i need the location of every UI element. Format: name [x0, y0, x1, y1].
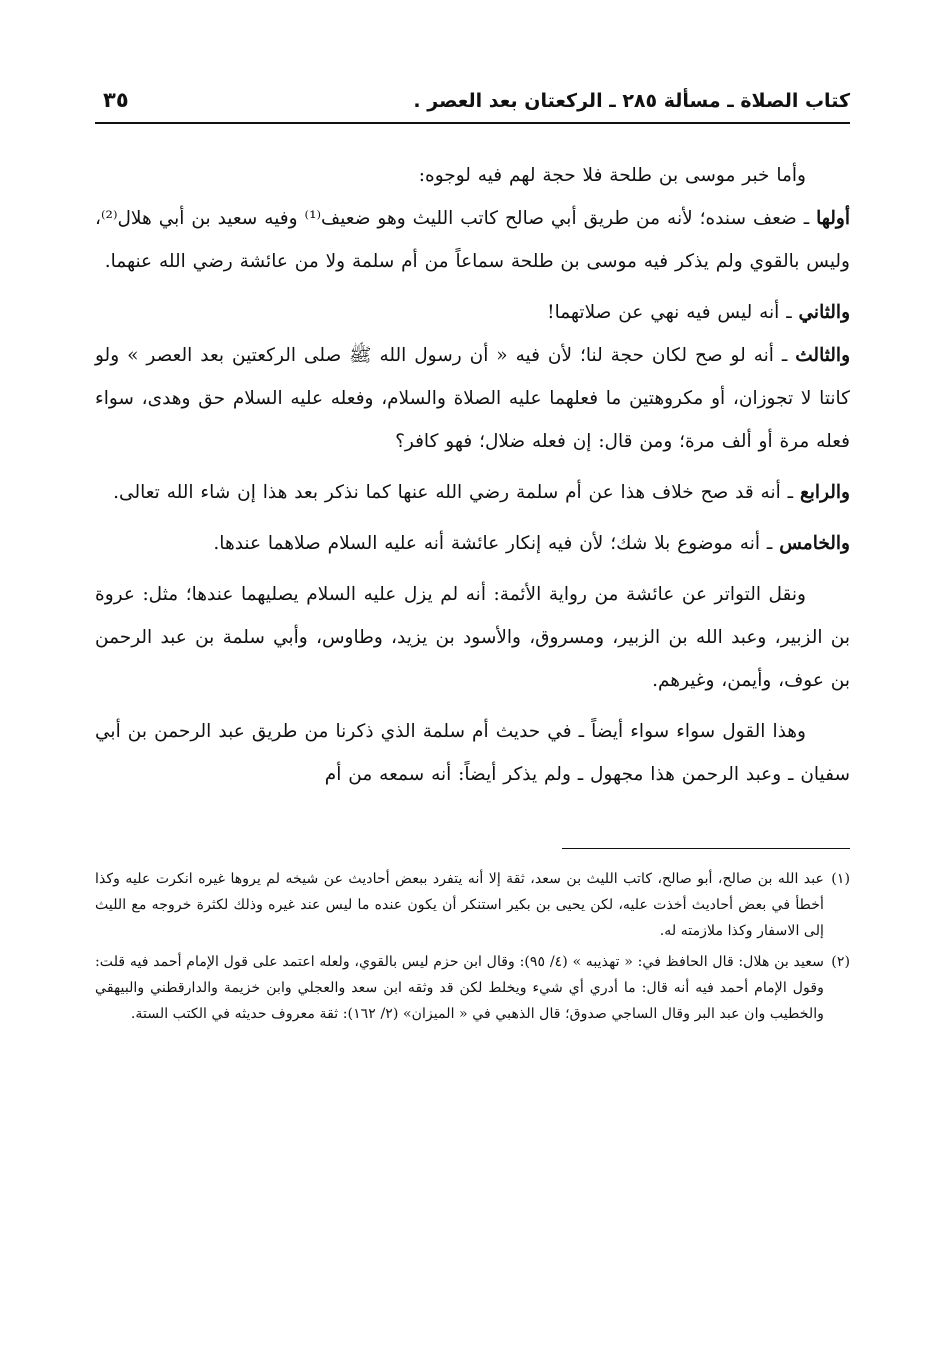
page-number: ٣٥: [103, 88, 129, 112]
paragraph-lead: أولها: [816, 208, 850, 229]
footnote-1: [95, 866, 850, 944]
paragraph-fifth-reason: والخامس ـ أنه موضوع بلا شك؛ لأن فيه إنكار عائشة أنه عليه السلام صلاهما عندها.: [213, 533, 850, 554]
paragraph-lead: والثاني: [798, 302, 850, 323]
footnote-number: (١): [831, 871, 850, 887]
paragraph-second-reason: والثاني ـ أنه ليس فيه نهي عن صلاتهما!: [547, 302, 850, 323]
paragraph-fourth-reason: والرابع ـ أنه قد صح خلاف هذا عن أم سلمة رضي الله عنها كما نذكر بعد هذا إن شاء الله تعالى.: [113, 482, 850, 503]
footnote-text: سعيد بن هلال: قال الحافظ في: « تهذيبه » (٤/ ٩٥): وقال ابن حزم ليس بالقوي، ولعله اعتمد على قول الإمام أحمد فيه قلت: وقول الإمام أحمد فيه أنه قال: ما أدري أي شيء ويخلط لكن قد وثقه ابن سعد والعجلي وابن خزيمة والدارقطني والبيهقي والخطيب وان عبد البر وقال الساجي صدوق؛ قال الذهبي في « الميزان» (٢/ ١٦٢): ثقة معروف حديثه في الكتب الستة.: [95, 954, 824, 1022]
footnote-text: عبد الله بن صالح، أبو صالح، كاتب الليث بن سعد، ثقة إلا أنه يتفرد ببعض أحاديث عن شيخه لم يروها غيره انكرت عليه وكذا أخطأ في بعض أحاديث أخذت عليه، لكن يحيى بن بكير استنكر أن يكون عنده ما ليس عند غيره وذلك لكثرة خروجه مع الليث إلى الاسفار وكذا ملازمته له.: [95, 871, 824, 939]
paragraph-lead: والثالث: [795, 345, 850, 366]
main-text: [95, 154, 850, 796]
paragraph-lead: والخامس: [779, 533, 850, 554]
footnote-separator: [562, 848, 850, 849]
header-title: كتاب الصلاة ـ مسألة ٢٨٥ ـ الركعتان بعد العصر .: [413, 90, 850, 112]
footnotes: [95, 866, 850, 1027]
paragraph-first-reason: أولها ـ ضعف سنده؛ لأنه من طريق أبي صالح كاتب الليث وهو ضعيف⁽¹⁾ وفيه سعيد بن أبي هلال⁽²⁾، وليس بالقوي ولم يذكر فيه موسى بن طلحة سماعاً من أم سلمة ولا من عائشة رضي الله عنهما.: [95, 208, 850, 272]
book-page: [95, 72, 850, 1032]
paragraph-lead: والرابع: [799, 482, 850, 503]
running-header: [95, 72, 850, 112]
paragraph-tawatur: ونقل التواتر عن عائشة من رواية الأئمة: أنه لم يزل عليه السلام يصليهما عندها؛ مثل: عروة بن الزبير، وعبد الله بن الزبير، ومسروق، والأسود بن يزيد، وطاوس، وأبي سلمة بن عبد الرحمن بن عوف، وأيمن، وغيرهم.: [95, 584, 850, 691]
paragraph-intro: وأما خبر موسى بن طلحة فلا حجة لهم فيه لوجوه:: [418, 165, 806, 186]
footnote-2: [95, 949, 850, 1027]
footnote-number: (٢): [831, 954, 850, 970]
paragraph-third-reason: والثالث ـ أنه لو صح لكان حجة لنا؛ لأن فيه « أن رسول الله ﷺ صلى الركعتين بعد العصر » ولو كانتا لا تجوزان، أو مكروهتين ما فعلهما عليه الصلاة والسلام، وفعله عليه السلام حق وهدى، سواء فعله مرة أو ألف مرة؛ ومن قال: إن فعله ضلال؛ فهو كافر؟: [95, 345, 850, 452]
header-rule: [95, 122, 850, 124]
paragraph-umm-salama: وهذا القول سواء سواء أيضاً ـ في حديث أم سلمة الذي ذكرنا من طريق عبد الرحمن بن أبي سفيان ـ وعبد الرحمن هذا مجهول ـ ولم يذكر أيضاً: أنه سمعه من أم: [95, 721, 850, 785]
